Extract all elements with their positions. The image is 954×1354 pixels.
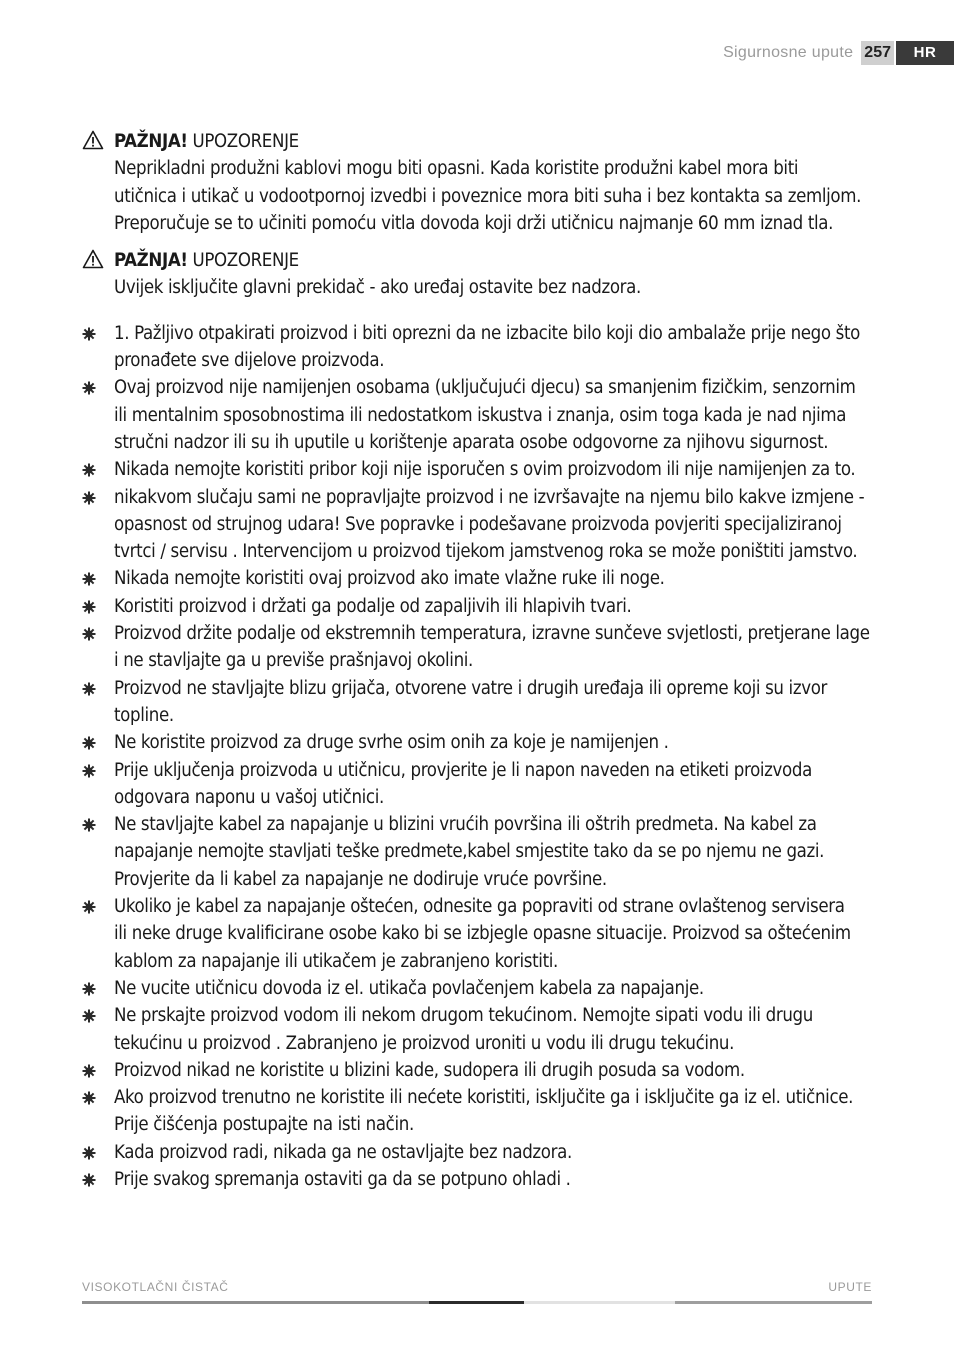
- list-item-line: Proizvod držite podalje od ekstremnih temperatura, izravne sunčeve svjetlosti, pretjerane lage: [114, 623, 870, 645]
- list-item-line: odgovara naponu u vašoj utičnici.: [114, 786, 384, 808]
- list-item-line: Proizvod nikad ne koristite u blizini kade, sudopera ili drugih posuda sa vodom.: [114, 1059, 745, 1081]
- footer-doc-type: UPUTE: [828, 1280, 872, 1294]
- bullet-icon: [82, 1172, 96, 1186]
- list-item-line: tekućinu u proizvod . Zabranjeno je proizvod uroniti u vodu ili drugu tekućinu.: [114, 1032, 735, 1054]
- warning-heading: [114, 247, 882, 274]
- list-item-line: Ne koristite proizvod za druge svrhe osim onih za koje je namijenjen .: [114, 732, 669, 754]
- warning-block: [82, 247, 882, 302]
- list-item: [82, 893, 882, 975]
- footer-bar-3: [524, 1301, 675, 1304]
- list-item: [82, 620, 882, 675]
- footer-bar-1: [82, 1301, 429, 1304]
- list-item-line: Prije čišćenja postupajte na isti način.: [114, 1114, 414, 1136]
- warning-label: UPOZORENJE: [187, 250, 299, 272]
- footer-bar-4: [675, 1301, 872, 1304]
- bullet-icon: [82, 380, 96, 394]
- bullet-icon: [82, 763, 96, 777]
- list-item-line: i ne stavljajte ga u previše prašnjavoj okolini.: [114, 650, 473, 672]
- list-item-line: Ne prskajte proizvod vodom ili nekom drugom tekućinom. Nemojte sipati vodu ili drugu: [114, 1005, 813, 1027]
- list-item-line: Koristiti proizvod i držati ga podalje od zapaljivih ili hlapivih tvari.: [114, 595, 632, 617]
- list-item-line: ili neke druge kvalificirane osobe kako bi se izbjegle opasne situacije. Proizvod sa oštećenim: [114, 923, 851, 945]
- section-title: Sigurnosne upute: [723, 44, 854, 61]
- warning-triangle-icon: [82, 249, 104, 269]
- bullet-icon: [82, 1145, 96, 1159]
- list-item-line: Ako proizvod trenutno ne koristite ili nećete koristiti, isključite ga i isključite ga iz el. utičnice.: [114, 1087, 854, 1109]
- list-item: [82, 1084, 882, 1139]
- safety-content: [82, 128, 882, 1193]
- warning-block: [82, 128, 882, 237]
- list-item-line: topline.: [114, 704, 174, 726]
- warning-text-line: utičnica i utikač u vodootpornoj izvedbi i poveznice mora biti suha i bez kontakta sa zemljom.: [114, 185, 862, 207]
- bullet-icon: [82, 681, 96, 695]
- bullet-icon: [82, 626, 96, 640]
- list-item: [82, 1002, 882, 1057]
- list-item-line: stručni nadzor ili su ih uputile u korištenje aparata osobe odgovorne za njihovu sigurnost.: [114, 431, 829, 453]
- list-item-line: nikakvom slučaju sami ne popravljajte proizvod i ne izvršavajte na njemu bilo kakve izmjene -: [114, 486, 865, 508]
- list-item-line: napajanje nemojte stavljati teške predmete,kabel smjestite tako da se po njemu ne gazi.: [114, 841, 825, 863]
- list-item-line: opasnost od strujnog udara! Sve popravke i podešavane proizvoda povjeriti specijaliziranoj: [114, 513, 842, 535]
- bullet-icon: [82, 735, 96, 749]
- list-item-line: Provjerite da li kabel za napajanje ne dodiruje vruće površine.: [114, 868, 607, 890]
- list-item-line: Kada proizvod radi, nikada ga ne ostavljajte bez nadzora.: [114, 1141, 572, 1163]
- list-item: [82, 374, 882, 456]
- bullet-icon: [82, 817, 96, 831]
- warning-label: UPOZORENJE: [187, 131, 299, 152]
- warning-triangle-icon: [82, 130, 104, 150]
- bullet-icon: [82, 490, 96, 504]
- bullet-icon: [82, 326, 96, 340]
- list-item-line: tvrtci / servisu . Intervencijom u proizvod tijekom jamstvenog roka se može poništiti jamstvo.: [114, 541, 858, 563]
- list-item-line: 1. Pažljivo otpakirati proizvod i biti oprezni da ne izbacite bilo koji dio ambalaže prije nego što: [114, 322, 860, 344]
- footer-bar-2: [429, 1301, 524, 1304]
- list-item-line: Nikada nemojte koristiti ovaj proizvod ako imate vlažne ruke ili noge.: [114, 568, 665, 590]
- list-item: [82, 565, 882, 592]
- list-item: [82, 729, 882, 756]
- warnings: [82, 128, 882, 302]
- list-item: [82, 484, 882, 566]
- bullet-icon: [82, 899, 96, 913]
- list-item: [82, 975, 882, 1002]
- bullet-icon: [82, 1090, 96, 1104]
- page-header: [723, 41, 954, 65]
- list-item-line: Prije svakog spremanja ostaviti ga da se potpuno ohladi .: [114, 1168, 571, 1190]
- list-item-line: Ovaj proizvod nije namijenjen osobama (uključujući djecu) sa smanjenim fizičkim, senzornim: [114, 377, 856, 399]
- list-item-line: pronađete sve dijelove proizvoda.: [114, 350, 385, 372]
- warning-heading: [114, 128, 882, 155]
- list-item: [82, 1166, 882, 1193]
- safety-list: [82, 320, 882, 1194]
- bullet-icon: [82, 1063, 96, 1077]
- list-item: [82, 593, 882, 620]
- list-item: [82, 675, 882, 730]
- warning-label-bold: PAŽNJA!: [114, 131, 188, 152]
- list-item-line: Ne vucite utičnicu dovoda iz el. utikača povlačenjem kabela za napajanje.: [114, 977, 704, 999]
- page-number: 257: [861, 41, 894, 65]
- list-item: [82, 1139, 882, 1166]
- bullet-icon: [82, 981, 96, 995]
- list-item-line: Ukoliko je kabel za napajanje oštećen, odnesite ga popraviti od strane ovlaštenog servisera: [114, 896, 845, 918]
- list-item-line: ili mentalnim sposobnostima ili nedostatkom iskustva i znanja, osim toga kada je nad njima: [114, 404, 847, 426]
- list-item-line: Ne stavljajte kabel za napajanje u blizini vrućih površina ili oštrih predmeta. Na kabel za: [114, 814, 817, 836]
- warning-text-line: Uvijek isključite glavni prekidač - ako uređaj ostavite bez nadzora.: [114, 277, 641, 299]
- list-item: [82, 1057, 882, 1084]
- list-item: [82, 757, 882, 812]
- list-item-line: Nikada nemojte koristiti pribor koji nije isporučen s ovim proizvodom ili nije namijenjen za to.: [114, 459, 856, 481]
- bullet-icon: [82, 462, 96, 476]
- list-item: [82, 811, 882, 893]
- bullet-icon: [82, 571, 96, 585]
- list-item-line: Prije uključenja proizvoda u utičnicu, provjerite je li napon naveden na etiketi proizvoda: [114, 759, 812, 781]
- list-item-line: kablom za napajanje ili utikačem je zabranjeno koristiti.: [114, 950, 558, 972]
- warning-label-bold: PAŽNJA!: [114, 250, 188, 272]
- list-item: [82, 456, 882, 483]
- footer-product: VISOKOTLAČNI ČISTAČ: [82, 1280, 229, 1294]
- warning-text-line: Preporučuje se to učiniti pomoću vitla dovoda koji drži utičnicu najmanje 60 mm iznad tla.: [114, 212, 834, 234]
- bullet-icon: [82, 599, 96, 613]
- warning-text-line: Neprikladni produžni kablovi mogu biti opasni. Kada koristite produžni kabel mora biti: [114, 158, 799, 180]
- bullet-icon: [82, 1008, 96, 1022]
- language-tab: HR: [896, 41, 954, 65]
- list-item-line: Proizvod ne stavljajte blizu grijača, otvorene vatre i drugih uređaja ili opreme koji su izvor: [114, 677, 828, 699]
- list-item: [82, 320, 882, 375]
